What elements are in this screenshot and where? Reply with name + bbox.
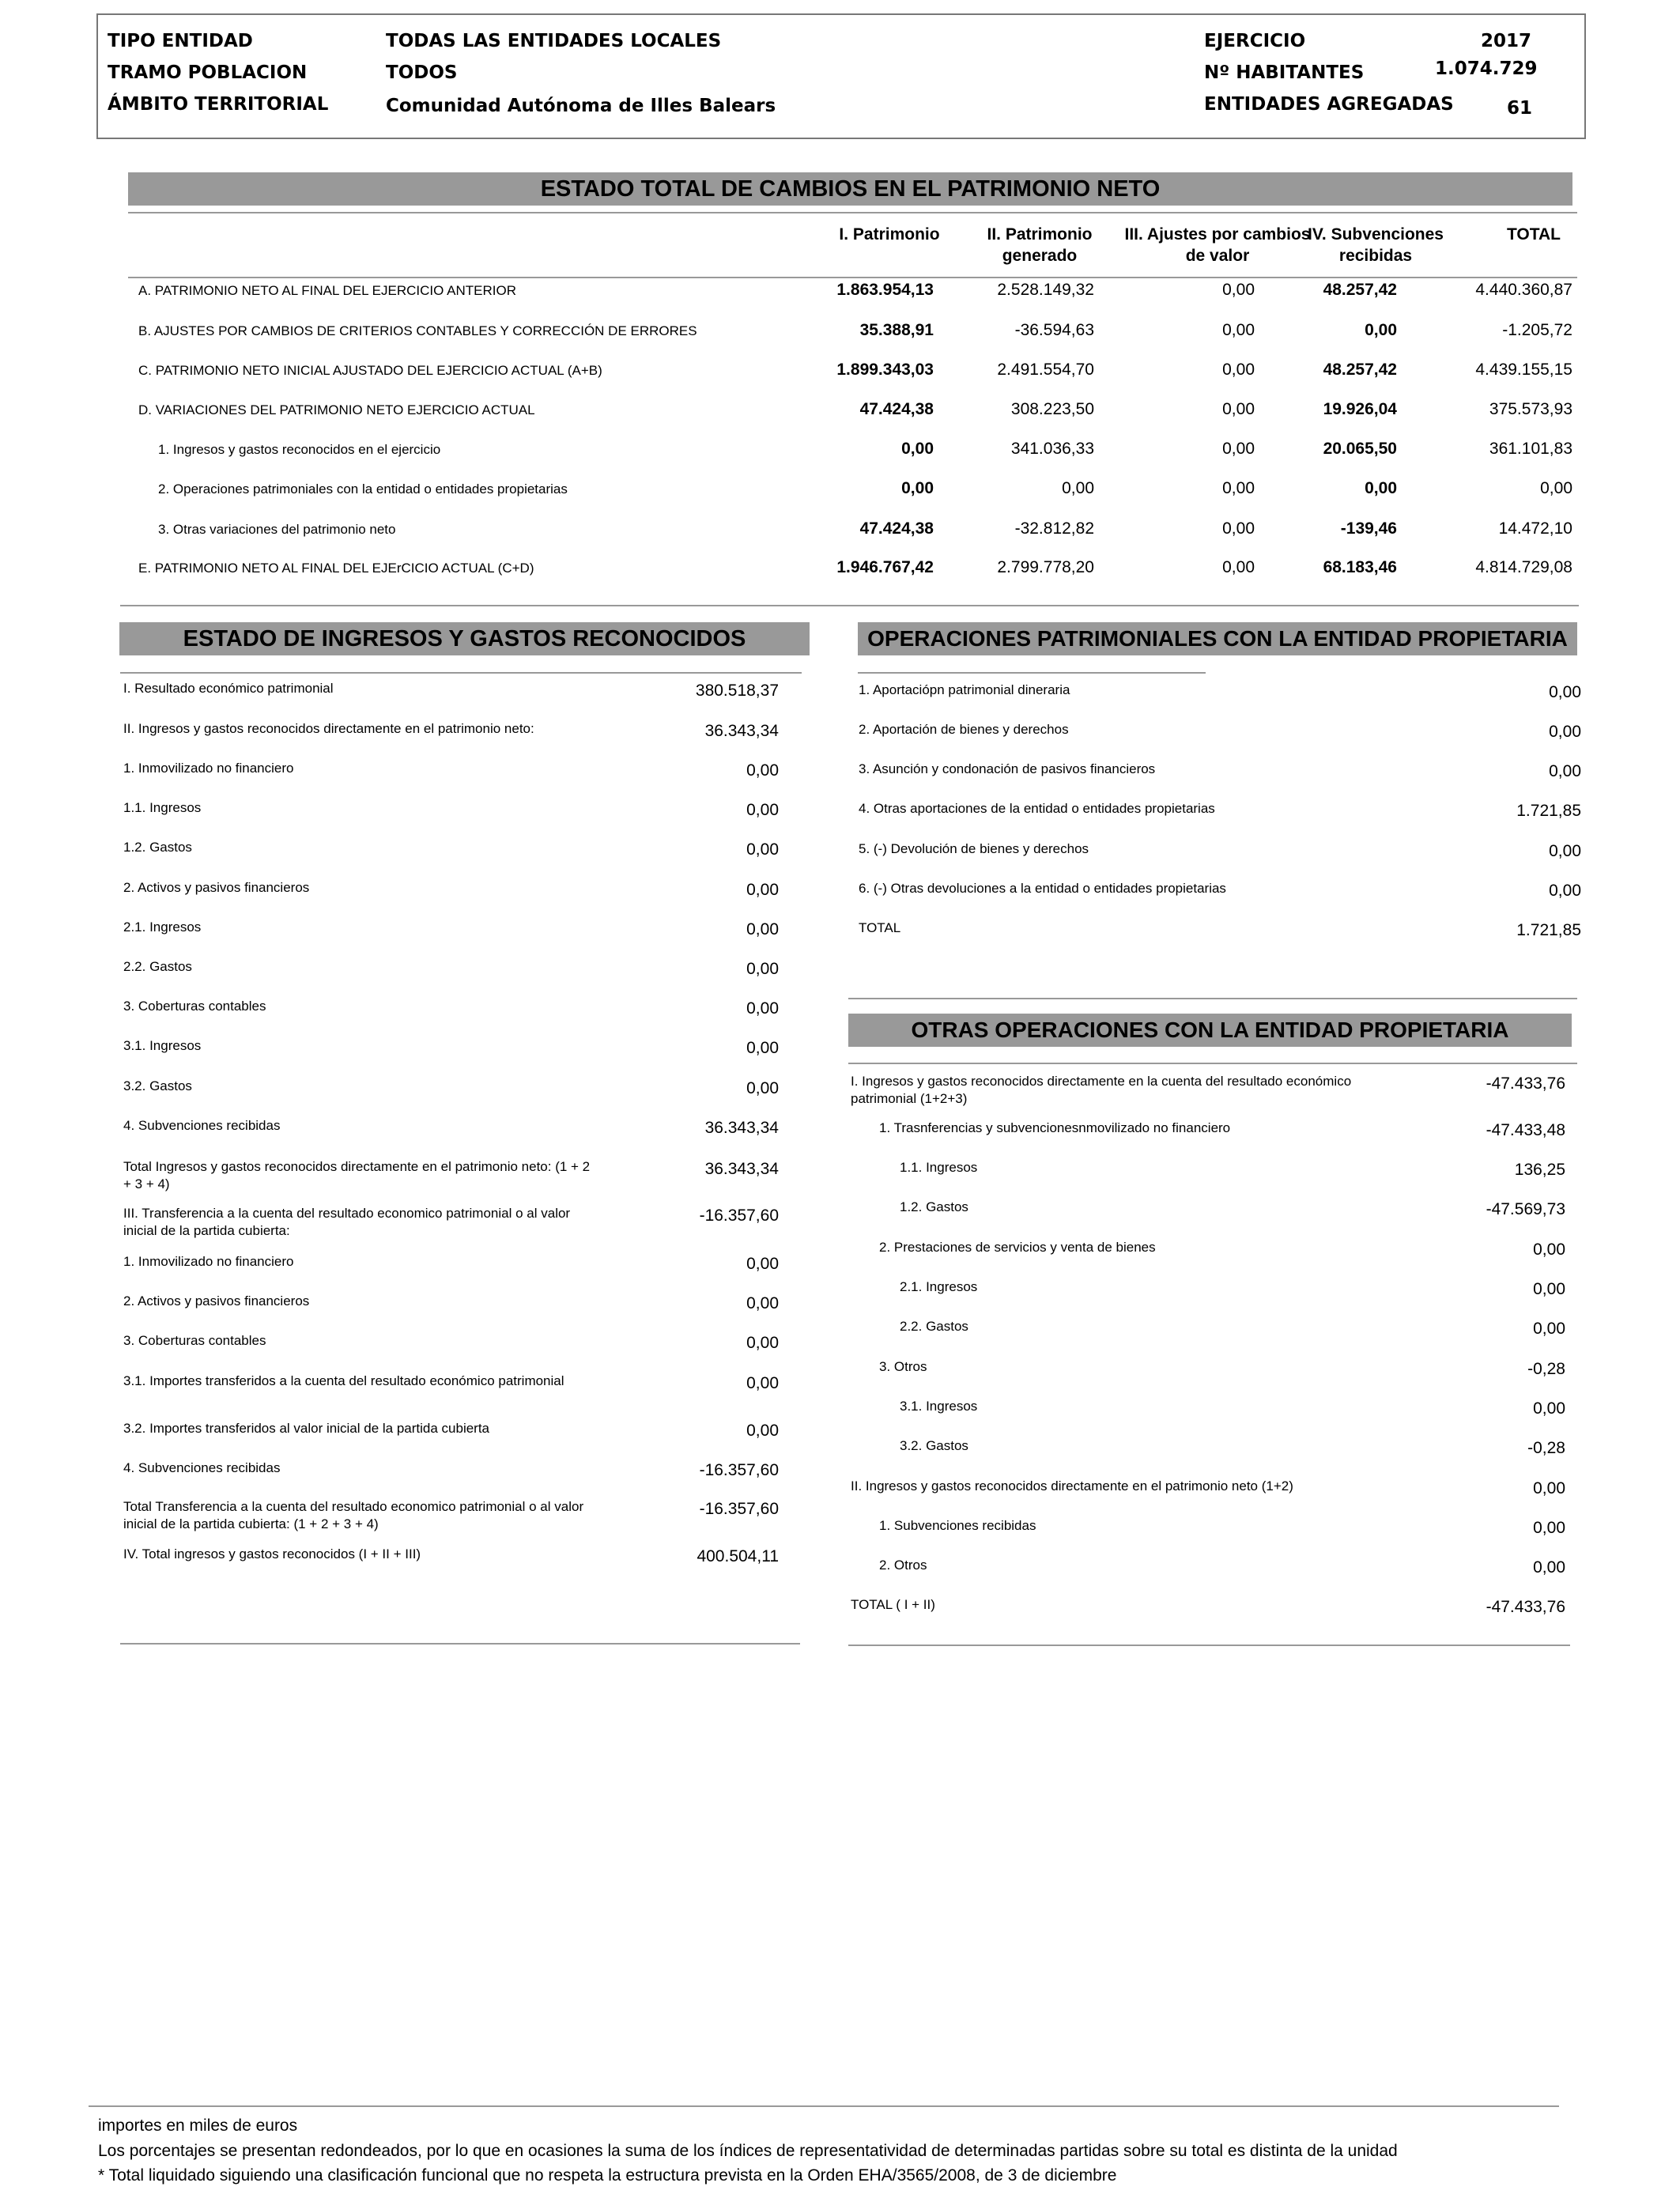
ingresos-row-label: Total Transferencia a la cuenta del resultado economico patrimonial o al valor inicial de la partida cubierta: (1 + 2 + 3 + 4)	[123, 1499, 584, 1531]
otras-row-label: 2.2. Gastos	[900, 1319, 968, 1334]
otras-row-value: 0,00	[1533, 1240, 1565, 1259]
otras-title: OTRAS OPERACIONES CON LA ENTIDAD PROPIETARIA	[848, 1014, 1572, 1047]
ingresos-row-value: 0,00	[746, 1079, 779, 1097]
operaciones-row-label: 3. Asunción y condonación de pasivos financieros	[859, 761, 1156, 776]
patrimonio-cell: 2.528.149,32	[997, 281, 1094, 299]
patrimonio-cell: 4.814.729,08	[1475, 558, 1572, 576]
divider	[120, 605, 1579, 606]
col-header-patrimonio: I. Patrimonio	[839, 225, 940, 244]
otras-row-value: -47.433,48	[1486, 1121, 1565, 1139]
operaciones-title: OPERACIONES PATRIMONIALES CON LA ENTIDAD PROPIETARIA	[858, 622, 1577, 655]
otras-row-label: 2.1. Ingresos	[900, 1279, 978, 1294]
ingresos-row-value: 0,00	[746, 1422, 779, 1440]
operaciones-row-label: 5. (-) Devolución de bienes y derechos	[859, 841, 1089, 856]
ejercicio-value: 2017	[1481, 31, 1532, 51]
ambito-territorial-label: ÁMBITO TERRITORIAL	[108, 94, 329, 115]
divider	[120, 1643, 800, 1645]
entidades-agregadas-label: ENTIDADES AGREGADAS	[1204, 94, 1454, 115]
ingresos-row-label: 2.1. Ingresos	[123, 920, 202, 935]
operaciones-row-value: 1.721,85	[1516, 802, 1581, 820]
otras-row-label: 1.2. Gastos	[900, 1199, 968, 1214]
footer-note-units: importes en miles de euros	[98, 2117, 298, 2135]
otras-row-value: -0,28	[1527, 1439, 1565, 1457]
otras-row-label: 1.1. Ingresos	[900, 1160, 978, 1175]
ingresos-row-label: 2. Activos y pasivos financieros	[123, 1293, 310, 1308]
patrimonio-cell: 47.424,38	[859, 400, 934, 418]
otras-row-value: 0,00	[1533, 1558, 1565, 1577]
otras-row-label: 1. Trasnferencias y subvencionesnmovilizado no financiero	[879, 1120, 1231, 1135]
col-header-subvenciones: IV. Subvenciones recibidas	[1308, 225, 1444, 265]
tramo-poblacion-label: TRAMO POBLACION	[108, 62, 308, 83]
patrimonio-cell: 0,00	[1540, 479, 1572, 497]
patrimonio-row-label: 2. Operaciones patrimoniales con la entidad o entidades propietarias	[158, 481, 568, 497]
patrimonio-cell: 0,00	[1222, 400, 1255, 418]
ingresos-row-value: 380.518,37	[695, 682, 779, 700]
divider	[858, 672, 1206, 674]
footer-note-percentages: Los porcentajes se presentan redondeados, por lo que en ocasiones la suma de los índices de representatividad de determinadas partidas sobre su total es distinta de la unidad	[98, 2142, 1398, 2160]
patrimonio-cell: 0,00	[1222, 281, 1255, 299]
ingresos-row-label: 3.1. Importes transferidos a la cuenta del resultado económico patrimonial	[123, 1373, 564, 1388]
col-header-total: TOTAL	[1506, 225, 1561, 244]
ingresos-row-value: 0,00	[746, 999, 779, 1018]
otras-row-label: 3.2. Gastos	[900, 1438, 968, 1453]
ejercicio-label: EJERCICIO	[1204, 31, 1306, 51]
patrimonio-cell: 0,00	[1365, 321, 1397, 339]
tramo-poblacion-value: TODOS	[386, 62, 458, 83]
patrimonio-cell: 1.863.954,13	[836, 281, 934, 299]
habitantes-label: Nº HABITANTES	[1204, 62, 1365, 83]
ingresos-row-label: 4. Subvenciones recibidas	[123, 1118, 281, 1133]
ingresos-row-value: 0,00	[746, 1039, 779, 1057]
ingresos-row-value: 0,00	[746, 1294, 779, 1312]
patrimonio-cell: 0,00	[1222, 440, 1255, 458]
ingresos-row-label: 1. Inmovilizado no financiero	[123, 761, 294, 776]
patrimonio-cell: 0,00	[1365, 479, 1397, 497]
habitantes-value: 1.074.729	[1435, 59, 1538, 79]
otras-row-value: 136,25	[1514, 1161, 1565, 1179]
patrimonio-cell: 48.257,42	[1323, 361, 1397, 379]
ingresos-title: ESTADO DE INGRESOS Y GASTOS RECONOCIDOS	[119, 622, 810, 655]
patrimonio-cell: 68.183,46	[1323, 558, 1397, 576]
patrimonio-cell: 4.440.360,87	[1475, 281, 1572, 299]
divider	[848, 998, 1577, 999]
otras-row-label: 2. Otros	[879, 1558, 927, 1573]
ingresos-row-value: 0,00	[746, 920, 779, 938]
ingresos-row-value: -16.357,60	[699, 1500, 779, 1518]
patrimonio-cell: 308.223,50	[1010, 400, 1094, 418]
divider	[848, 1063, 1577, 1064]
ingresos-row-value: 0,00	[746, 960, 779, 978]
ingresos-row-value: 0,00	[746, 881, 779, 899]
patrimonio-cell: 48.257,42	[1323, 281, 1397, 299]
patrimonio-cell: 361.101,83	[1489, 440, 1572, 458]
otras-row-value: -0,28	[1527, 1360, 1565, 1378]
otras-row-value: 0,00	[1533, 1479, 1565, 1497]
divider	[120, 672, 802, 674]
ingresos-row-value: 0,00	[746, 1334, 779, 1352]
ingresos-row-label: 3. Coberturas contables	[123, 999, 266, 1014]
patrimonio-row-label: E. PATRIMONIO NETO AL FINAL DEL EJErCICIO ACTUAL (C+D)	[138, 561, 534, 576]
divider	[128, 212, 1577, 213]
otras-row-value: 0,00	[1533, 1519, 1565, 1537]
divider	[848, 1645, 1570, 1646]
patrimonio-cell: 20.065,50	[1323, 440, 1397, 458]
patrimonio-row-label: B. AJUSTES POR CAMBIOS DE CRITERIOS CONTABLES Y CORRECCIÓN DE ERRORES	[138, 323, 697, 338]
patrimonio-cell: 2.799.778,20	[997, 558, 1094, 576]
patrimonio-cell: -32.812,82	[1014, 519, 1094, 538]
otras-row-label: 3. Otros	[879, 1359, 927, 1374]
col-header-ajustes: III. Ajustes por cambios de valor	[1124, 225, 1311, 265]
patrimonio-cell: 19.926,04	[1323, 400, 1397, 418]
ingresos-row-label: 2.2. Gastos	[123, 959, 192, 974]
otras-row-value: 0,00	[1533, 1280, 1565, 1298]
operaciones-row-label: 1. Aportaciópn patrimonial dineraria	[859, 682, 1070, 697]
patrimonio-cell: -36.594,63	[1014, 321, 1094, 339]
ingresos-row-value: 36.343,34	[704, 1160, 779, 1178]
tipo-entidad-label: TIPO ENTIDAD	[108, 31, 253, 51]
ingresos-row-value: 0,00	[746, 801, 779, 819]
otras-row-label: II. Ingresos y gastos reconocidos directamente en el patrimonio neto (1+2)	[851, 1478, 1293, 1494]
operaciones-row-label: TOTAL	[859, 920, 901, 935]
divider	[128, 277, 1577, 278]
patrimonio-cell: 0,00	[1062, 479, 1094, 497]
operaciones-row-value: 0,00	[1549, 882, 1581, 900]
patrimonio-cell: 0,00	[901, 479, 934, 497]
ingresos-row-label: 3. Coberturas contables	[123, 1333, 266, 1348]
patrimonio-cell: 35.388,91	[859, 321, 934, 339]
operaciones-row-value: 0,00	[1549, 762, 1581, 780]
patrimonio-cell: 4.439.155,15	[1475, 361, 1572, 379]
otras-row-label: TOTAL ( I + II)	[851, 1597, 935, 1612]
otras-row-value: -47.569,73	[1486, 1200, 1565, 1218]
ingresos-row-value: 36.343,34	[704, 1119, 779, 1137]
patrimonio-row-label: 1. Ingresos y gastos reconocidos en el ejercicio	[158, 442, 441, 457]
ingresos-row-label: IV. Total ingresos y gastos reconocidos (I + II + III)	[123, 1546, 421, 1561]
patrimonio-cell: 1.899.343,03	[836, 361, 934, 379]
ingresos-row-label: 3.2. Gastos	[123, 1078, 192, 1093]
otras-row-label: 1. Subvenciones recibidas	[879, 1518, 1036, 1533]
patrimonio-cell: 375.573,93	[1489, 400, 1572, 418]
patrimonio-cell: 0,00	[1222, 321, 1255, 339]
patrimonio-row-label: A. PATRIMONIO NETO AL FINAL DEL EJERCICIO ANTERIOR	[138, 283, 516, 298]
otras-row-label: 2. Prestaciones de servicios y venta de bienes	[879, 1240, 1156, 1255]
ingresos-row-value: 0,00	[746, 1255, 779, 1273]
ingresos-row-label: 3.2. Importes transferidos al valor inicial de la partida cubierta	[123, 1421, 490, 1436]
patrimonio-cell: 2.491.554,70	[997, 361, 1094, 379]
ingresos-row-label: III. Transferencia a la cuenta del resultado economico patrimonial o al valor inicial de la partida cubierta:	[123, 1206, 571, 1238]
patrimonio-cell: 0,00	[1222, 479, 1255, 497]
ingresos-row-label: 4. Subvenciones recibidas	[123, 1460, 281, 1475]
ingresos-row-label: 1. Inmovilizado no financiero	[123, 1254, 294, 1269]
operaciones-row-value: 1.721,85	[1516, 921, 1581, 939]
ingresos-row-label: 3.1. Ingresos	[123, 1038, 202, 1053]
ingresos-row-value: 0,00	[746, 1374, 779, 1392]
operaciones-row-value: 0,00	[1549, 723, 1581, 741]
ingresos-row-value: -16.357,60	[699, 1461, 779, 1479]
patrimonio-cell: 341.036,33	[1010, 440, 1094, 458]
ingresos-row-label: Total Ingresos y gastos reconocidos directamente en el patrimonio neto: (1 + 2 + 3 + 4)	[123, 1159, 591, 1191]
patrimonio-cell: 0,00	[1222, 558, 1255, 576]
otras-row-value: -47.433,76	[1486, 1074, 1565, 1093]
patrimonio-row-label: D. VARIACIONES DEL PATRIMONIO NETO EJERCICIO ACTUAL	[138, 402, 535, 417]
ingresos-row-label: I. Resultado económico patrimonial	[123, 681, 334, 696]
operaciones-row-label: 2. Aportación de bienes y derechos	[859, 722, 1069, 737]
otras-row-label: I. Ingresos y gastos reconocidos directamente en la cuenta del resultado económico patrimonial (1+2+3)	[851, 1074, 1352, 1106]
ingresos-row-label: II. Ingresos y gastos reconocidos directamente en el patrimonio neto:	[123, 721, 534, 736]
ingresos-row-label: 1.2. Gastos	[123, 840, 192, 855]
ambito-territorial-value: Comunidad Autónoma de Illes Balears	[386, 96, 776, 116]
patrimonio-cell: 0,00	[1222, 361, 1255, 379]
patrimonio-row-label: C. PATRIMONIO NETO INICIAL AJUSTADO DEL EJERCICIO ACTUAL (A+B)	[138, 363, 602, 378]
ingresos-row-value: 400.504,11	[697, 1547, 779, 1565]
operaciones-row-label: 4. Otras aportaciones de la entidad o entidades propietarias	[859, 801, 1215, 816]
ingresos-row-value: 0,00	[746, 840, 779, 859]
otras-row-label: 3.1. Ingresos	[900, 1399, 978, 1414]
patrimonio-cell: 0,00	[901, 440, 934, 458]
patrimonio-cell: 0,00	[1222, 519, 1255, 538]
ingresos-row-value: 36.343,34	[704, 722, 779, 740]
patrimonio-cell: -1.205,72	[1502, 321, 1572, 339]
patrimonio-cell: 1.946.767,42	[836, 558, 934, 576]
otras-row-value: 0,00	[1533, 1399, 1565, 1418]
ingresos-row-value: -16.357,60	[699, 1207, 779, 1225]
entidades-agregadas-value: 61	[1507, 98, 1533, 119]
footer-note-classification: * Total liquidado siguiendo una clasificación funcional que no respeta la estructura prevista en la Orden EHA/3565/2008, de 3 de diciembre	[98, 2166, 1117, 2185]
col-header-patrimonio-generado: II. Patrimonio generado	[987, 225, 1093, 265]
ingresos-row-label: 2. Activos y pasivos financieros	[123, 880, 310, 895]
tipo-entidad-value: TODAS LAS ENTIDADES LOCALES	[386, 31, 722, 51]
patrimonio-cell: -139,46	[1340, 519, 1397, 538]
operaciones-row-label: 6. (-) Otras devoluciones a la entidad o entidades propietarias	[859, 881, 1226, 896]
footer-divider	[89, 2105, 1559, 2107]
otras-row-value: -47.433,76	[1486, 1598, 1565, 1616]
ingresos-row-value: 0,00	[746, 761, 779, 780]
ingresos-row-label: 1.1. Ingresos	[123, 800, 202, 815]
patrimonio-cell: 14.472,10	[1498, 519, 1572, 538]
operaciones-row-value: 0,00	[1549, 683, 1581, 701]
patrimonio-cell: 47.424,38	[859, 519, 934, 538]
patrimonio-title: ESTADO TOTAL DE CAMBIOS EN EL PATRIMONIO NETO	[128, 172, 1572, 206]
patrimonio-row-label: 3. Otras variaciones del patrimonio neto	[158, 522, 396, 537]
operaciones-row-value: 0,00	[1549, 842, 1581, 860]
otras-row-value: 0,00	[1533, 1320, 1565, 1338]
